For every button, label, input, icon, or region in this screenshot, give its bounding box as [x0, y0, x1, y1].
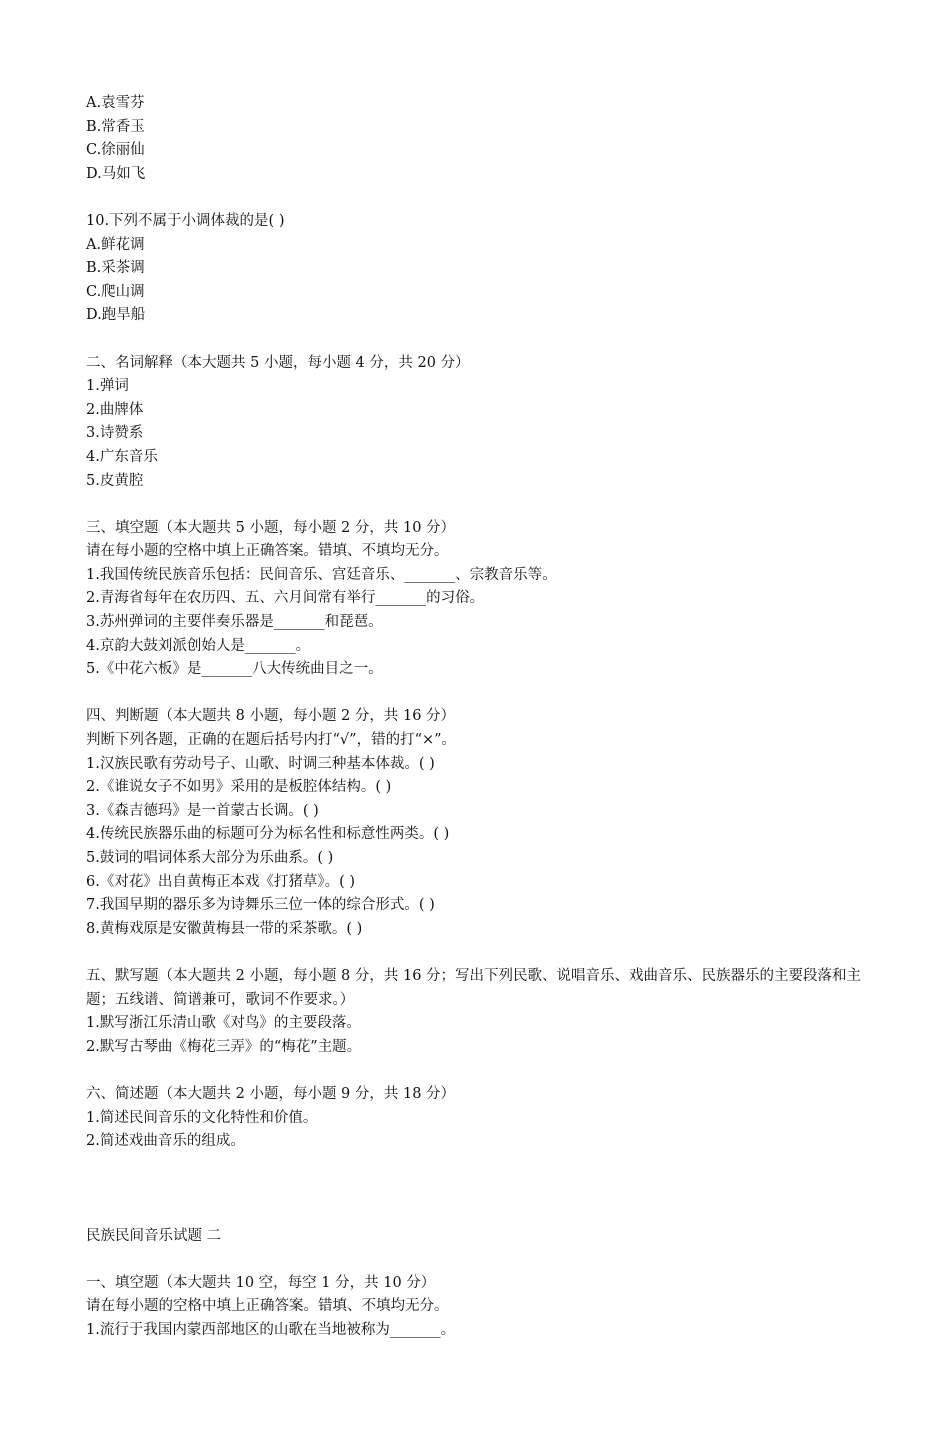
- option-b: B.采茶调: [86, 260, 145, 277]
- part-6-short-answer: [86, 1083, 886, 1154]
- section-instruction: 判断下列各题，正确的在题后括号内打“√”，错的打“×”。: [86, 732, 457, 749]
- list-item: 5.鼓词的唱词体系大部分为乐曲系。( ): [86, 850, 334, 866]
- exam-2: [86, 1225, 886, 1343]
- list-item: 2.《谁说女子不如男》采用的是板腔体结构。( ): [86, 779, 392, 796]
- list-item: 1.默写浙江乐清山歌《对鸟》的主要段落。: [86, 1015, 361, 1032]
- list-item: 2.默写古琴曲《梅花三弄》的“梅花”主题。: [86, 1038, 362, 1055]
- list-item: 4.广东音乐: [86, 448, 158, 465]
- section-heading: 一、填空题（本大题共 10 空，每空 1 分，共 10 分）: [86, 1274, 436, 1291]
- list-item: 1.简述民间音乐的文化特性和价值。: [86, 1109, 318, 1126]
- list-item: 3.苏州弹词的主要伴奏乐器是_______和琵琶。: [86, 614, 383, 631]
- list-item: 1.弹词: [86, 378, 129, 395]
- section-instruction: 请在每小题的空格中填上正确答案。错填、不填均无分。: [86, 543, 449, 560]
- spacer: [86, 1059, 886, 1083]
- list-item: 2.曲牌体: [86, 401, 144, 418]
- section-heading: 三、填空题（本大题共 5 小题，每小题 2 分，共 10 分）: [86, 519, 456, 536]
- section-heading: 六、简述题（本大题共 2 小题，每小题 9 分，共 18 分）: [86, 1085, 456, 1102]
- list-item: 1.流行于我国内蒙西部地区的山歌在当地被称为_______。: [86, 1321, 456, 1338]
- list-item: 6.《对花》出自黄梅正本戏《打猪草》。( ): [86, 873, 356, 890]
- spacer: [86, 493, 886, 517]
- list-item: 2.青海省每年在农历四、五、六月间常有举行_______的习俗。: [86, 590, 485, 607]
- spacer: [86, 186, 886, 210]
- part-3-fill-in: [86, 517, 886, 682]
- list-item: 7.我国早期的器乐多为诗舞乐三位一体的综合形式。( ): [86, 897, 435, 914]
- spacer: [86, 1248, 886, 1272]
- option-b: B.常香玉: [86, 118, 145, 135]
- section-heading: 五、默写题（本大题共 2 小题，每小题 8 分，共 16 分；写出下列民歌、说唱音乐、戏曲音乐、民族器乐的主要段落和主题；五线谱、简谱兼可，歌词不作要求。）: [86, 967, 862, 1008]
- list-item: 4.京韵大鼓刘派创始人是_______。: [86, 637, 311, 654]
- option-c: C.爬山调: [86, 283, 145, 300]
- q9-options: [86, 92, 886, 186]
- list-item: 1.我国传统民族音乐包括：民间音乐、宫廷音乐、_______、宗教音乐等。: [86, 566, 557, 583]
- list-item: 3.《森吉德玛》是一首蒙古长调。( ): [86, 802, 319, 819]
- list-item: 1.汉族民歌有劳动号子、山歌、时调三种基本体裁。( ): [86, 755, 435, 772]
- spacer: [86, 682, 886, 706]
- question-10: [86, 210, 886, 328]
- question-stem: 10.下列不属于小调体裁的是( ): [86, 212, 285, 229]
- option-d: D.跑旱船: [86, 307, 146, 324]
- list-item: 8.黄梅戏原是安徽黄梅县一带的采茶歌。( ): [86, 920, 363, 937]
- option-c: C.徐丽仙: [86, 142, 145, 159]
- list-item: 5.《中花六板》是_______八大传统曲目之一。: [86, 661, 383, 678]
- part-5-dictation: [86, 965, 886, 1059]
- section-heading: 二、名词解释（本大题共 5 小题，每小题 4 分，共 20 分）: [86, 354, 470, 371]
- option-a: A.鲜花调: [86, 236, 145, 253]
- part-2-terms: [86, 352, 886, 494]
- option-d: D.马如飞: [86, 165, 146, 182]
- part-4-true-false: [86, 705, 886, 941]
- section-instruction: 请在每小题的空格中填上正确答案。错填、不填均无分。: [86, 1298, 449, 1315]
- spacer: [86, 941, 886, 965]
- list-item: 5.皮黄腔: [86, 472, 144, 489]
- spacer: [86, 328, 886, 352]
- option-a: A.袁雪芬: [86, 95, 145, 111]
- list-item: 3.诗赞系: [86, 425, 144, 442]
- exam-title: 民族民间音乐试题 二: [86, 1227, 222, 1244]
- list-item: 4.传统民族器乐曲的标题可分为标名性和标意性两类。( ): [86, 826, 450, 843]
- list-item: 2.简述戏曲音乐的组成。: [86, 1133, 245, 1150]
- document-page: [86, 92, 886, 1342]
- spacer: [86, 1154, 886, 1225]
- section-heading: 四、判断题（本大题共 8 小题，每小题 2 分，共 16 分）: [86, 708, 456, 725]
